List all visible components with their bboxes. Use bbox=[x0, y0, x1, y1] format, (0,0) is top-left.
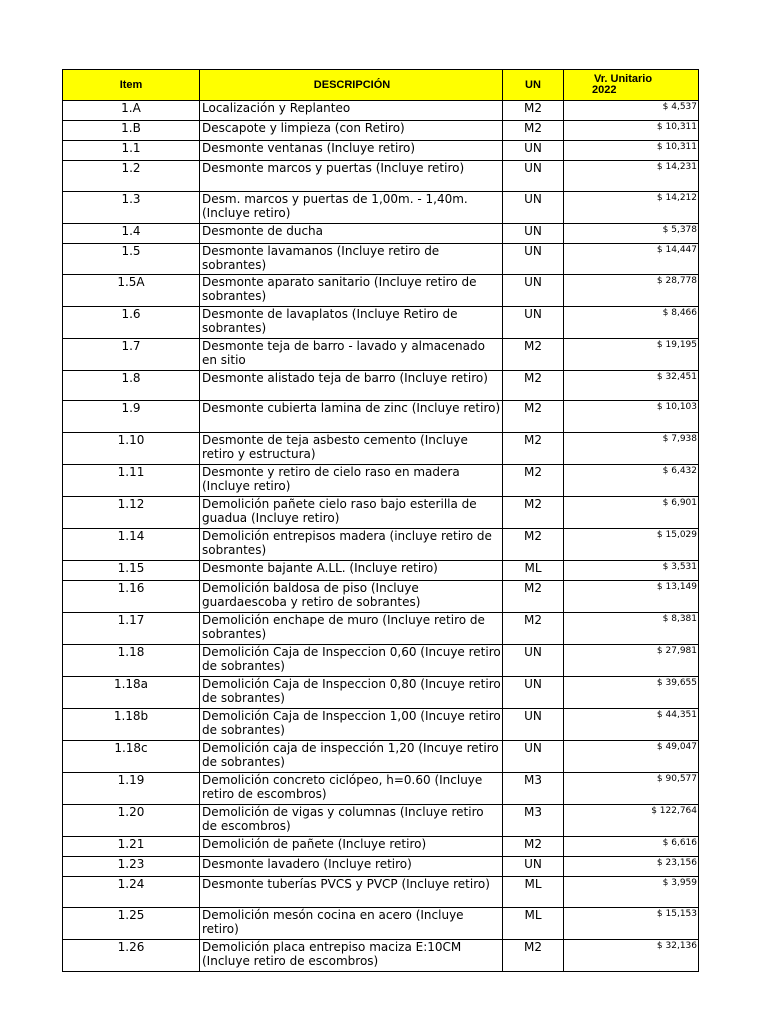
unit-cell: M2 bbox=[503, 121, 564, 141]
table-row bbox=[63, 877, 699, 908]
header-valor-line2: 2022 bbox=[592, 84, 617, 96]
description-cell: Demolición concreto ciclópeo, h=0.60 (Incluye retiro de escombros) bbox=[200, 773, 503, 805]
unit-price-cell: $ 14,231 bbox=[564, 161, 699, 192]
unit-price-cell: $ 4,537 bbox=[564, 101, 699, 121]
item-cell: 1.A bbox=[63, 101, 200, 121]
table-row bbox=[63, 613, 699, 645]
unit-price-cell: $ 6,616 bbox=[564, 837, 699, 857]
unit-cell: M3 bbox=[503, 805, 564, 837]
table-row bbox=[63, 339, 699, 371]
header-descripcion: DESCRIPCIÓN bbox=[200, 70, 503, 101]
unit-cell: UN bbox=[503, 677, 564, 709]
description-cell: Descapote y limpieza (con Retiro) bbox=[200, 121, 503, 141]
description-cell: Desmonte de ducha bbox=[200, 224, 503, 244]
description-cell: Demolición mesón cocina en acero (Incluye retiro) bbox=[200, 908, 503, 940]
unit-cell: M2 bbox=[503, 339, 564, 371]
unit-price-cell: $ 10,311 bbox=[564, 141, 699, 161]
item-cell: 1.14 bbox=[63, 529, 200, 561]
unit-cell: M2 bbox=[503, 837, 564, 857]
table-row bbox=[63, 908, 699, 940]
unit-price-cell: $ 28,778 bbox=[564, 275, 699, 307]
header-row bbox=[63, 70, 699, 101]
item-cell: 1.2 bbox=[63, 161, 200, 192]
table-row bbox=[63, 371, 699, 401]
item-cell: 1.1 bbox=[63, 141, 200, 161]
description-cell: Demolición Caja de Inspeccion 0,80 (Incuye retiro de sobrantes) bbox=[200, 677, 503, 709]
description-cell: Demolición de vigas y columnas (Incluye retiro de escombros) bbox=[200, 805, 503, 837]
unit-price-cell: $ 7,938 bbox=[564, 433, 699, 465]
item-cell: 1.23 bbox=[63, 857, 200, 877]
table-row bbox=[63, 529, 699, 561]
unit-price-cell: $ 5,378 bbox=[564, 224, 699, 244]
unit-price-cell: $ 19,195 bbox=[564, 339, 699, 371]
item-cell: 1.5 bbox=[63, 244, 200, 275]
unit-cell: UN bbox=[503, 857, 564, 877]
item-cell: 1.9 bbox=[63, 401, 200, 433]
item-cell: 1.17 bbox=[63, 613, 200, 645]
item-cell: 1.4 bbox=[63, 224, 200, 244]
item-cell: 1.8 bbox=[63, 371, 200, 401]
unit-cell: M2 bbox=[503, 529, 564, 561]
item-cell: 1.6 bbox=[63, 307, 200, 339]
description-cell: Desmonte bajante A.LL. (Incluye retiro) bbox=[200, 561, 503, 581]
unit-price-cell: $ 6,901 bbox=[564, 497, 699, 529]
description-cell: Desmonte ventanas (Incluye retiro) bbox=[200, 141, 503, 161]
description-cell: Desmonte lavadero (Incluye retiro) bbox=[200, 857, 503, 877]
description-cell: Demolición pañete cielo raso bajo esterilla de guadua (Incluye retiro) bbox=[200, 497, 503, 529]
description-cell: Desmonte aparato sanitario (Incluye retiro de sobrantes) bbox=[200, 275, 503, 307]
table-row bbox=[63, 709, 699, 741]
table-row bbox=[63, 741, 699, 773]
header-valor bbox=[564, 70, 699, 101]
header-un: UN bbox=[503, 70, 564, 101]
table-row bbox=[63, 497, 699, 529]
item-cell: 1.16 bbox=[63, 581, 200, 613]
description-cell: Desmonte cubierta lamina de zinc (Incluye retiro) bbox=[200, 401, 503, 433]
unit-price-cell: $ 44,351 bbox=[564, 709, 699, 741]
item-cell: 1.12 bbox=[63, 497, 200, 529]
item-cell: 1.3 bbox=[63, 192, 200, 224]
unit-price-cell: $ 15,029 bbox=[564, 529, 699, 561]
description-cell: Desmonte marcos y puertas (Incluye retiro) bbox=[200, 161, 503, 192]
description-cell: Desmonte lavamanos (Incluye retiro de sobrantes) bbox=[200, 244, 503, 275]
description-cell: Demolición de pañete (Incluye retiro) bbox=[200, 837, 503, 857]
unit-price-cell: $ 39,655 bbox=[564, 677, 699, 709]
item-cell: 1.B bbox=[63, 121, 200, 141]
unit-price-cell: $ 10,103 bbox=[564, 401, 699, 433]
table-row bbox=[63, 940, 699, 972]
description-cell: Demolición caja de inspección 1,20 (Incuye retiro de sobrantes) bbox=[200, 741, 503, 773]
unit-cell: M2 bbox=[503, 433, 564, 465]
table-row bbox=[63, 307, 699, 339]
unit-cell: UN bbox=[503, 645, 564, 677]
table-row bbox=[63, 645, 699, 677]
description-cell: Desmonte de lavaplatos (Incluye Retiro de sobrantes) bbox=[200, 307, 503, 339]
description-cell: Demolición placa entrepiso maciza E:10CM (Incluye retiro de escombros) bbox=[200, 940, 503, 972]
unit-cell: UN bbox=[503, 741, 564, 773]
unit-cell: ML bbox=[503, 877, 564, 908]
description-cell: Desmonte tuberías PVCS y PVCP (Incluye retiro) bbox=[200, 877, 503, 908]
item-cell: 1.26 bbox=[63, 940, 200, 972]
item-cell: 1.7 bbox=[63, 339, 200, 371]
unit-cell: M2 bbox=[503, 101, 564, 121]
description-cell: Desmonte y retiro de cielo raso en madera (Incluye retiro) bbox=[200, 465, 503, 497]
unit-price-cell: $ 122,764 bbox=[564, 805, 699, 837]
header-valor-line1: Vr. Unitario bbox=[594, 73, 653, 85]
item-cell: 1.11 bbox=[63, 465, 200, 497]
table-row bbox=[63, 433, 699, 465]
unit-price-cell: $ 6,432 bbox=[564, 465, 699, 497]
item-cell: 1.19 bbox=[63, 773, 200, 805]
description-cell: Desmonte teja de barro - lavado y almacenado en sitio bbox=[200, 339, 503, 371]
unit-cell: UN bbox=[503, 161, 564, 192]
unit-cell: M3 bbox=[503, 773, 564, 805]
item-cell: 1.18c bbox=[63, 741, 200, 773]
item-cell: 1.18a bbox=[63, 677, 200, 709]
unit-price-cell: $ 10,311 bbox=[564, 121, 699, 141]
unit-price-cell: $ 8,466 bbox=[564, 307, 699, 339]
unit-price-cell: $ 32,451 bbox=[564, 371, 699, 401]
description-cell: Demolición Caja de Inspeccion 0,60 (Incuye retiro de sobrantes) bbox=[200, 645, 503, 677]
unit-price-cell: $ 15,153 bbox=[564, 908, 699, 940]
description-cell: Demolición enchape de muro (Incluye retiro de sobrantes) bbox=[200, 613, 503, 645]
table-row bbox=[63, 275, 699, 307]
unit-cell: UN bbox=[503, 307, 564, 339]
header-item: Item bbox=[63, 70, 200, 101]
item-cell: 1.21 bbox=[63, 837, 200, 857]
table-row bbox=[63, 401, 699, 433]
description-cell: Demolición baldosa de piso (Incluye guardaescoba y retiro de sobrantes) bbox=[200, 581, 503, 613]
unit-cell: M2 bbox=[503, 465, 564, 497]
table-row bbox=[63, 805, 699, 837]
unit-cell: UN bbox=[503, 224, 564, 244]
unit-price-cell: $ 14,447 bbox=[564, 244, 699, 275]
unit-price-cell: $ 27,981 bbox=[564, 645, 699, 677]
unit-cell: UN bbox=[503, 141, 564, 161]
unit-price-cell: $ 3,531 bbox=[564, 561, 699, 581]
item-cell: 1.5A bbox=[63, 275, 200, 307]
item-cell: 1.18b bbox=[63, 709, 200, 741]
description-cell: Desmonte alistado teja de barro (Incluye retiro) bbox=[200, 371, 503, 401]
table-row bbox=[63, 192, 699, 224]
unit-price-cell: $ 8,381 bbox=[564, 613, 699, 645]
table-row bbox=[63, 837, 699, 857]
unit-cell: UN bbox=[503, 244, 564, 275]
table-row bbox=[63, 121, 699, 141]
description-cell: Localización y Replanteo bbox=[200, 101, 503, 121]
item-cell: 1.18 bbox=[63, 645, 200, 677]
unit-price-cell: $ 32,136 bbox=[564, 940, 699, 972]
table-row bbox=[63, 465, 699, 497]
description-cell: Desm. marcos y puertas de 1,00m. - 1,40m. (Incluye retiro) bbox=[200, 192, 503, 224]
unit-cell: M2 bbox=[503, 401, 564, 433]
unit-cell: UN bbox=[503, 709, 564, 741]
table-row bbox=[63, 677, 699, 709]
unit-cell: M2 bbox=[503, 613, 564, 645]
description-cell: Demolición entrepisos madera (incluye retiro de sobrantes) bbox=[200, 529, 503, 561]
unit-cell: M2 bbox=[503, 581, 564, 613]
unit-price-cell: $ 90,577 bbox=[564, 773, 699, 805]
item-cell: 1.24 bbox=[63, 877, 200, 908]
unit-price-cell: $ 23,156 bbox=[564, 857, 699, 877]
table-row bbox=[63, 224, 699, 244]
table-row bbox=[63, 561, 699, 581]
description-cell: Desmonte de teja asbesto cemento (Incluye retiro y estructura) bbox=[200, 433, 503, 465]
item-cell: 1.25 bbox=[63, 908, 200, 940]
unit-cell: ML bbox=[503, 908, 564, 940]
unit-cell: M2 bbox=[503, 371, 564, 401]
unit-price-cell: $ 49,047 bbox=[564, 741, 699, 773]
table-row bbox=[63, 141, 699, 161]
table-row bbox=[63, 857, 699, 877]
price-table bbox=[62, 69, 699, 972]
unit-price-cell: $ 13,149 bbox=[564, 581, 699, 613]
item-cell: 1.10 bbox=[63, 433, 200, 465]
unit-cell: UN bbox=[503, 192, 564, 224]
table-row bbox=[63, 773, 699, 805]
table-row bbox=[63, 244, 699, 275]
item-cell: 1.20 bbox=[63, 805, 200, 837]
item-cell: 1.15 bbox=[63, 561, 200, 581]
unit-price-cell: $ 3,959 bbox=[564, 877, 699, 908]
unit-price-cell: $ 14,212 bbox=[564, 192, 699, 224]
unit-cell: M2 bbox=[503, 497, 564, 529]
table-row bbox=[63, 581, 699, 613]
unit-cell: ML bbox=[503, 561, 564, 581]
table-row bbox=[63, 161, 699, 192]
table-row bbox=[63, 101, 699, 121]
unit-cell: M2 bbox=[503, 940, 564, 972]
description-cell: Demolición Caja de Inspeccion 1,00 (Incuye retiro de sobrantes) bbox=[200, 709, 503, 741]
unit-cell: UN bbox=[503, 275, 564, 307]
